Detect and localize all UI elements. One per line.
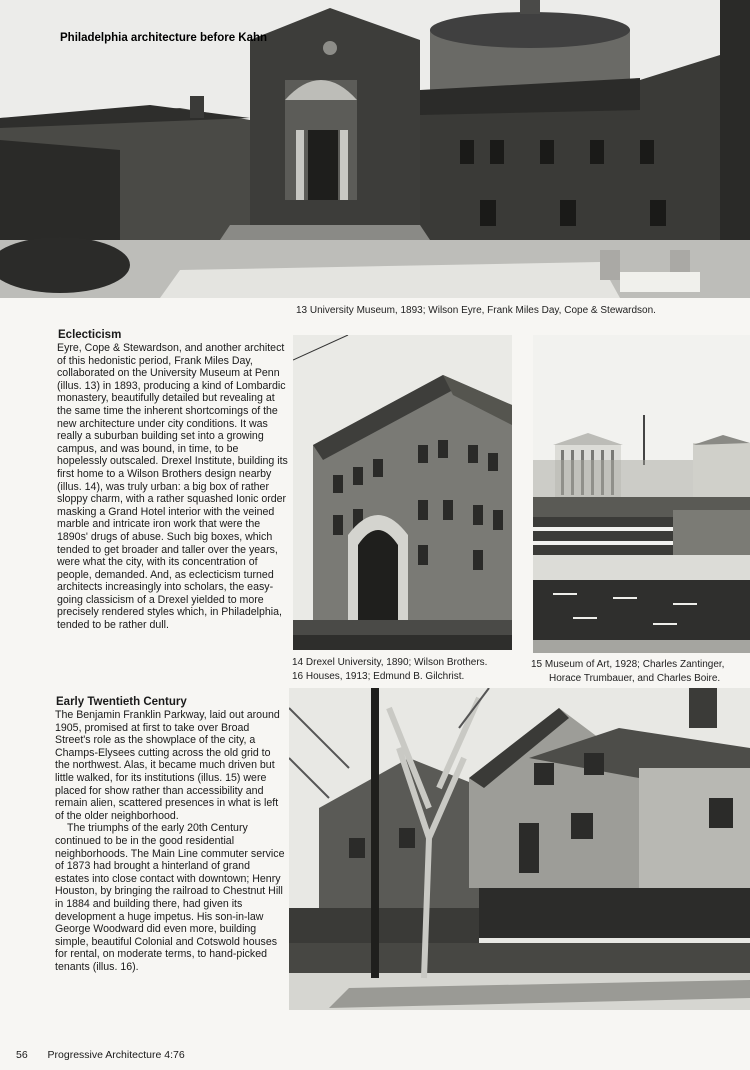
section-body-eclecticism (57, 342, 289, 684)
photo-university-museum (0, 0, 750, 298)
caption-13: 13 University Museum, 1893; Wilson Eyre, Frank Miles Day, Cope & Stewardson. (296, 305, 656, 316)
page-title: Philadelphia architecture before Kahn (60, 32, 268, 44)
section-heading-early-twentieth-century: Early Twentieth Century (56, 696, 187, 708)
caption-15-line2: Horace Trumbauer, and Charles Boire. (549, 673, 721, 684)
page-footer (16, 1049, 185, 1061)
caption-16: 16 Houses, 1913; Edmund B. Gilchrist. (292, 671, 465, 682)
caption-15-line1: 15 Museum of Art, 1928; Charles Zantinger, (531, 659, 725, 670)
publication-name: Progressive Architecture 4:76 (47, 1049, 185, 1061)
paragraph: Eyre, Cope & Stewardson, and another architect of this hedonistic period, Frank Miles Day, collaborated on the University Museum at Penn (illus. 13) in 1893, producing a kind of Lombardic monastery, beautifully detailed but revealing at the same time the inherent shortcomings of the new architecture under city conditions. It was really a suburban building set into a growing campus, and was bound, in time, to be hopelessly outscaled. Drexel Institute, building its first home to a Wilson Brothers design nearby (illus. 14), was truly urban: a big box of rather sloppy charm, with a rather squashed Ionic order masking a Grand Hotel interior with the veined marble and intricate iron work that were the 1890s' drugs of abuse. Such big boxes, which tended to get broader and taller over the years, were what the city, with its concentration of people, demanded. And, as eclecticism turned architects increasingly into scholars, the easy-going classicism of a Drexel yielded to more precisely rendered styles which, in Philadelphia, tended to be rather dull. (57, 342, 288, 632)
photo-drexel-university (293, 335, 512, 650)
section-heading-eclecticism: Eclecticism (58, 329, 122, 341)
caption-14: 14 Drexel University, 1890; Wilson Brothers. (292, 657, 488, 668)
paragraph: The Benjamin Franklin Parkway, laid out around 1905, promised at first to take over Broad Street's role as the showplace of the city, a Champs-Elysees cutting across the old grid to the northwest. Alas, it became much driven but little walked, for its institutions (illus. 15) were placed for show rather than accessibility and remain alien, scattered presences in what is left of the older neighborhood. (55, 709, 280, 822)
section-body-early-twentieth-century (55, 709, 287, 1014)
photo-houses (289, 688, 750, 1010)
paragraph: The triumphs of the early 20th Century continued to be in the good residential neighborhoods. The Main Line commuter service of 1873 had brought a hinterland of grand estates into close contact with downtown; Henry Houston, by bringing the railroad to Chestnut Hill in 1884 and building there, had given its development a huge impetus. His son-in-law George Woodward did even more, building simple, beautiful Colonial and Cotswold houses for rental, on moderate terms, to hand-picked tenants (illus. 16). (55, 822, 285, 973)
photo-museum-of-art (533, 335, 750, 653)
page-number: 56 (16, 1049, 28, 1061)
